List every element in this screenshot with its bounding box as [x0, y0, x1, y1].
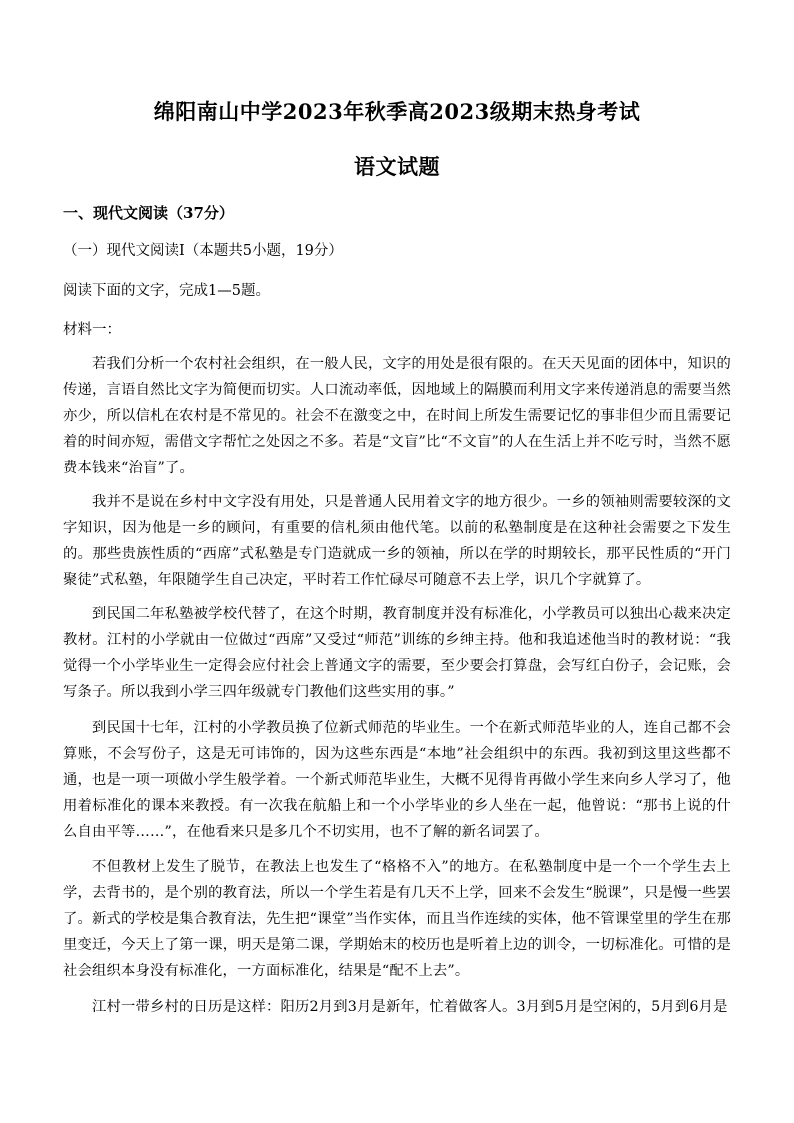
section-heading: 一、现代文阅读（37分）: [63, 204, 234, 222]
paragraph: 江村一带乡村的日历是这样：阳历2月到3月是新年，忙着做客人。3月到5月是空闲的，5月到6月是: [92, 999, 728, 1015]
paragraph: 若我们分析一个农村社会组织，在一般人民，文字的用处是很有限的。在天天见面的团体中，知识的传递，言语自然比文字为简便而切实。人口流动率低，因地域上的隔膜而利用文字来传递消息的需要当然亦少，所以信札在农村是不常见的。社会不在激变之中，在时间上所发生需要记忆的事非但少而且需要记着的时间亦短，需借文字帮忙之处因之不多。若是“文盲”比“不文盲”的人在生活上并不吃亏时，当然不愿费本钱来“治盲”了。: [63, 356, 731, 476]
paragraph: 我并不是说在乡村中文字没有用处，只是普通人民用着文字的地方很少。一乡的领袖则需要较深的文字知识，因为他是一乡的顾问，有重要的信札须由他代笔。以前的私塾制度是在这种社会需要之下发生的。那些贵族性质的“西席”式私塾是专门造就成一乡的领袖，所以在学的时期较长，那平民性质的“开门聚徒”式私塾，年限随学生自己决定，平时若工作忙碌尽可随意不去上学，识几个字就算了。: [63, 494, 731, 588]
paragraph: 到民国十七年，江村的小学教员换了位新式师范的毕业生。一个在新式师范毕业的人，连自己都不会算账，不会写份子，这是无可讳饰的，因为这些东西是“本地”社会组织中的东西。我初到这里这些都不通，也是一项一项做小学生般学着。一个新式师范毕业生，大概不见得肯再做小学生来向乡人学习了，他用着标准化的课本来教授。有一次我在航船上和一个小学毕业的乡人坐在一起，他曾说：“那书上说的什么自由平等……”，在他看来只是多几个不切实用，也不了解的新名词罢了。: [63, 720, 731, 840]
sub-heading: （一）现代文阅读Ⅰ（本题共5小题，19分）: [63, 243, 343, 259]
exam-title: 绵阳南山中学2023年秋季高2023级期末热身考试: [153, 99, 641, 124]
reading-instruction: 阅读下面的文字，完成1—5题。: [63, 283, 270, 299]
exam-subtitle: 语文试题: [354, 154, 440, 179]
paragraph: 到民国二年私塾被学校代替了，在这个时期，教育制度并没有标准化，小学教员可以独出心裁来决定教材。江村的小学就由一位做过“西席”又受过“师范”训练的乡绅主持。他和我追述他当时的教材说：“我觉得一个小学毕业生一定得会应付社会上普通文字的需要，至少要会打算盘，会写红白份子，会记账，会写条子。所以我到小学三四年级就专门教他们这些实用的事。”: [63, 606, 731, 700]
paragraph: 不但教材上发生了脱节，在教法上也发生了“格格不入”的地方。在私塾制度中是一个一个学生去上学，去背书的，是个别的教育法，所以一个学生若是有几天不上学，回来不会发生“脱课”，只是慢一些罢了。新式的学校是集合教育法，先生把“课堂”当作实体，而且当作连续的实体，他不管课堂里的学生在那里变迁，今天上了第一课，明天是第二课，学期始末的校历也是听着上边的训令，一切标准化。可惜的是社会组织本身没有标准化，一方面标准化，结果是“配不上去”。: [63, 859, 731, 979]
material-label: 材料一：: [63, 322, 121, 338]
